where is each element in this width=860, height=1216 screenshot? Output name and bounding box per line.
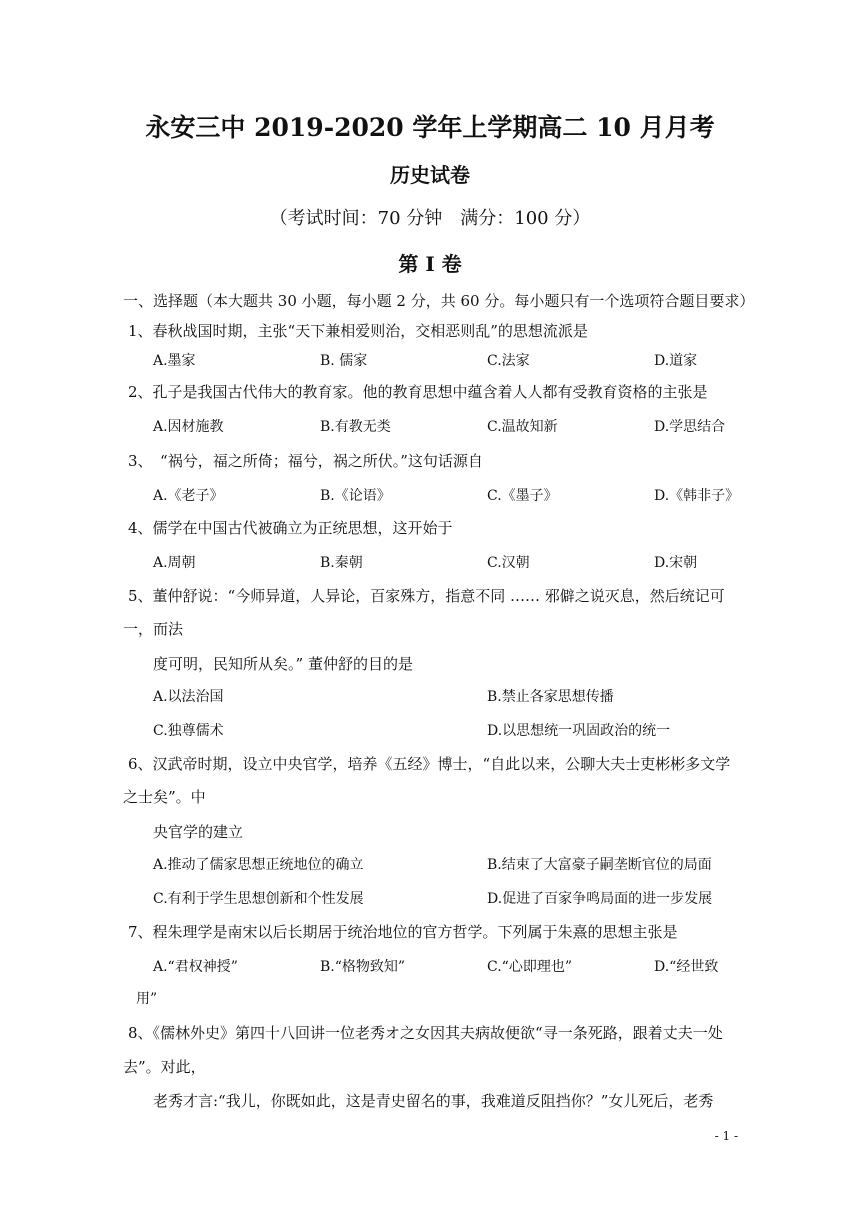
question-6-stem-line-2: 之士矣”。中 bbox=[123, 788, 206, 806]
question-4-option-a: A.周朝 bbox=[153, 555, 196, 571]
question-6-stem-line-1: 6、汉武帝时期，设立中央官学，培养《五经》博士，“自此以来，公聊大夫士吏彬彬多文学 bbox=[128, 755, 731, 773]
question-5-option-c: C.独尊儒术 bbox=[153, 723, 224, 739]
question-3-option-b: B.《论语》 bbox=[320, 488, 391, 504]
question-6-stem-line-3: 央官学的建立 bbox=[153, 823, 244, 841]
question-1-option-b: B. 儒家 bbox=[320, 353, 368, 369]
page-number: - 1 - bbox=[714, 1129, 738, 1143]
question-1-option-a: A.墨家 bbox=[153, 353, 196, 369]
question-5-option-a: A.以法治国 bbox=[153, 689, 224, 705]
question-7-option-c: C.“心即理也” bbox=[487, 959, 572, 975]
question-5-option-d: D.以思想统一巩固政治的统一 bbox=[487, 723, 671, 739]
question-3-option-a: A.《老子》 bbox=[153, 488, 224, 504]
question-6-option-a: A.推动了儒家思想正统地位的确立 bbox=[153, 857, 364, 873]
instructions: 一、选择题（本大题共 30 小题，每小题 2 分，共 60 分。每小题只有一个选项符合题目要求） bbox=[123, 292, 755, 310]
question-1-option-c: C.法家 bbox=[487, 353, 530, 369]
question-3-option-d: D.《韩非子》 bbox=[654, 488, 740, 504]
question-8-stem-line-1: 8、《儒林外史》第四十八回讲一位老秀オ之女因其夫病故便欲“寻一条死路，跟着丈夫一处 bbox=[128, 1024, 723, 1042]
question-4-option-d: D.宋朝 bbox=[654, 555, 698, 571]
question-1-option-d: D.道家 bbox=[654, 353, 698, 369]
question-2-stem: 2、孔子是我国古代伟大的教育家。他的教育思想中蕴含着人人都有受教育资格的主张是 bbox=[128, 383, 708, 401]
question-5-option-b: B.禁止各家思想传播 bbox=[487, 689, 614, 705]
exam-info: （考试时间：70 分钟 满分：100 分） bbox=[269, 208, 591, 229]
question-1-stem: 1、春秋战国时期，主张“天下兼相爱则治，交相恶则乱”的思想流派是 bbox=[128, 322, 588, 340]
question-5-stem-line-3: 度可明，民知所从矣。” 董仲舒的目的是 bbox=[153, 655, 413, 673]
question-7-option-d-continued: 用” bbox=[136, 991, 158, 1007]
exam-title: 永安三中 2019-2020 学年上学期高二 10 月月考 bbox=[145, 113, 715, 142]
question-2-option-a: A.因材施教 bbox=[153, 419, 224, 435]
question-2-option-c: C.温故知新 bbox=[487, 419, 558, 435]
question-8-stem-line-2: 去”。对此， bbox=[123, 1058, 206, 1076]
question-3-option-c: C.《墨子》 bbox=[487, 488, 558, 504]
question-6-option-d: D.促进了百家争鸣局面的进一步发展 bbox=[487, 891, 713, 907]
section-title: 第 I 卷 bbox=[398, 252, 462, 276]
question-2-option-d: D.学思结合 bbox=[654, 419, 726, 435]
question-7-option-b: B.“格物致知” bbox=[320, 959, 406, 975]
question-5-stem-line-2: 一，而法 bbox=[123, 620, 184, 638]
question-7-option-a: A.“君权神授” bbox=[153, 959, 238, 975]
question-4-option-c: C.汉朝 bbox=[487, 555, 530, 571]
question-3-stem: 3、 “祸兮，福之所倚；福兮，祸之所伏。”这句话源自 bbox=[128, 452, 483, 470]
question-8-stem-line-3: 老秀才言:“我儿，你既如此，这是青史留名的事，我难道反阻挡你？”女儿死后，老秀 bbox=[153, 1092, 714, 1110]
question-6-option-b: B.结束了大富豪子嗣垄断官位的局面 bbox=[487, 857, 712, 873]
question-4-stem: 4、儒学在中国古代被确立为正统思想，这开始于 bbox=[128, 519, 453, 537]
question-2-option-b: B.有教无类 bbox=[320, 419, 391, 435]
question-7-stem: 7、程朱理学是南宋以后长期居于统治地位的官方哲学。下列属于朱熹的思想主张是 bbox=[128, 923, 678, 941]
question-6-option-c: C.有利于学生思想创新和个性发展 bbox=[153, 891, 364, 907]
question-4-option-b: B.秦朝 bbox=[320, 555, 363, 571]
question-5-stem-line-1: 5、董仲舒说：“今师异道，人异论，百家殊方，指意不同 …… 邪僻之说灭息，然后统记可 bbox=[128, 587, 725, 605]
question-7-option-d: D.“经世致 bbox=[654, 959, 719, 975]
subject-title: 历史试卷 bbox=[390, 163, 470, 187]
